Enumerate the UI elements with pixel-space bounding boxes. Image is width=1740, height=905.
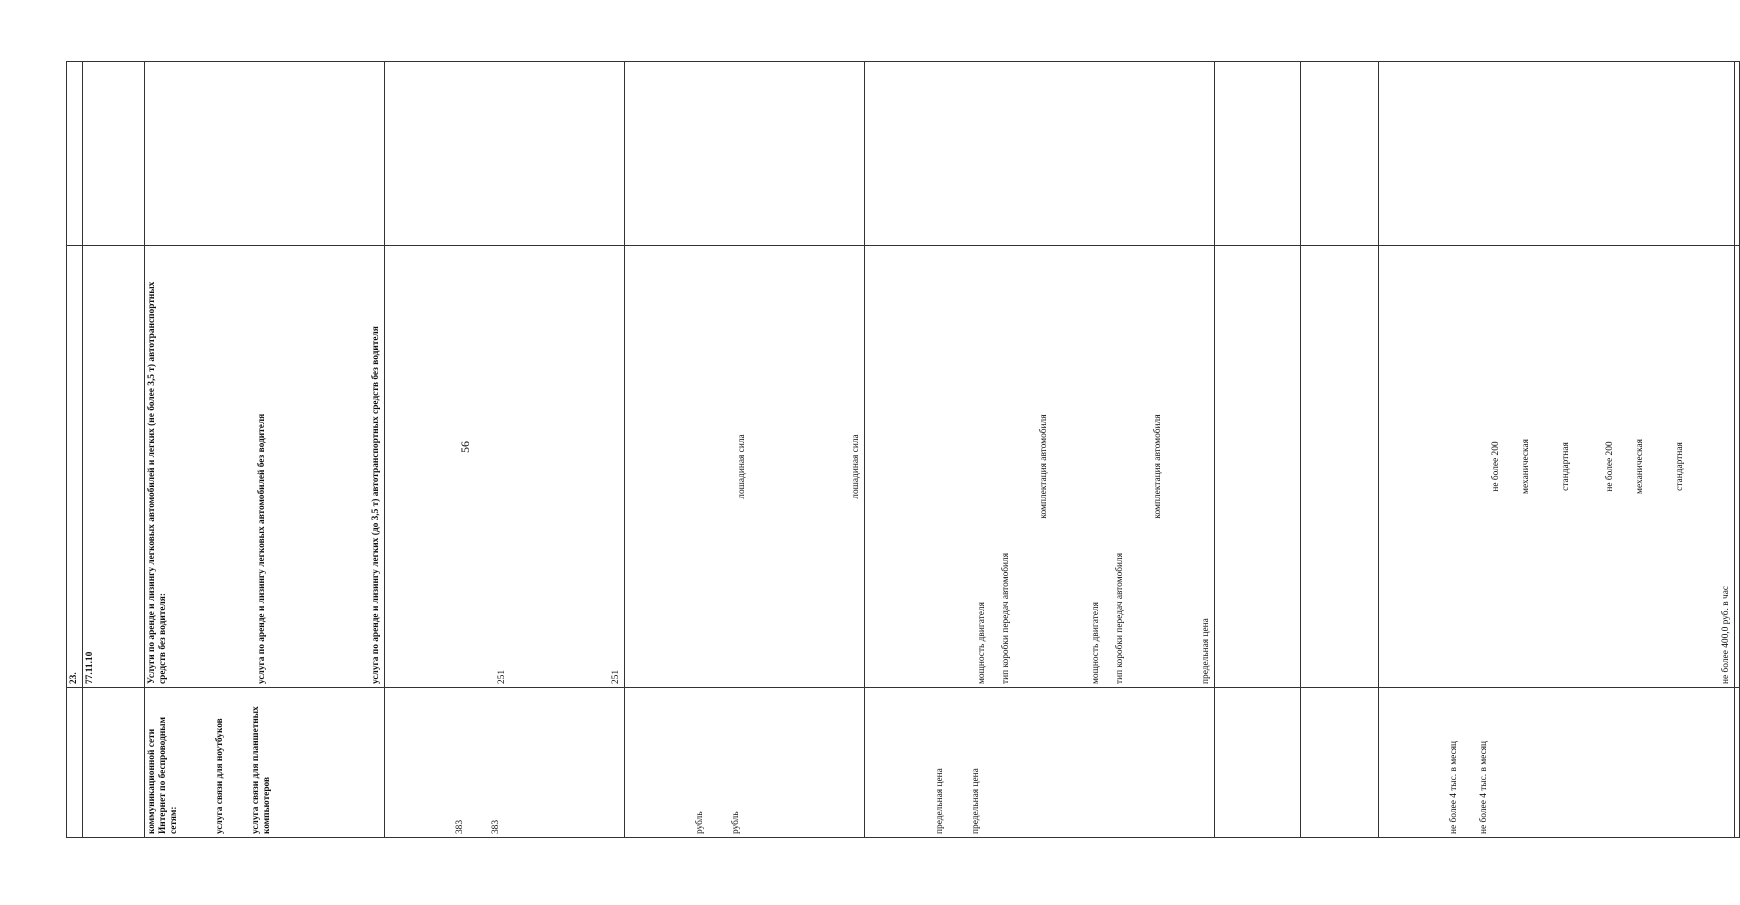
cell-row1-v1 — [1215, 688, 1301, 838]
okei-segment: 383 — [491, 819, 501, 834]
unit-segment: рубль — [731, 811, 741, 834]
name-segment: услуга по аренде и лизингу легковых автомобилей без водителя — [257, 413, 267, 684]
cell-row2-num-extra — [67, 62, 83, 246]
value-segment: механическая — [1521, 439, 1531, 494]
char-segment — [867, 249, 977, 684]
unit-segment: лошадиная сила — [851, 434, 861, 499]
cell-row1-code — [83, 688, 145, 838]
cell-row2-unit — [625, 246, 865, 688]
cell-row1-name — [145, 688, 385, 838]
cell-row2-name-extra — [145, 62, 385, 246]
okei-segment — [387, 691, 455, 834]
cell-row2-v2-extra — [1301, 62, 1379, 246]
unit-segment — [627, 249, 737, 684]
char-segment: комплектация автомобиля — [1153, 414, 1163, 519]
value-segment: не более 4 тыс. в месяц — [1479, 740, 1489, 834]
okei-segment: 383 — [455, 819, 465, 834]
value-segment: не более 200 — [1491, 441, 1501, 492]
cell-row2-v2 — [1301, 246, 1379, 688]
cell-row2-char-extra — [865, 62, 1215, 246]
value-segment: не более 200 — [1605, 441, 1615, 492]
value-segment: стандартная — [1675, 442, 1685, 491]
name-segment: Услуги по аренде и лизингу легковых автомобилей и легких (не более 3,5 т) автотранспортных средств без водителя: — [147, 281, 168, 684]
value-segment: не более 4 тыс. в месяц — [1449, 740, 1459, 834]
cell-row2-name — [145, 246, 385, 688]
char-segment: тип коробки передач автомобиля — [1115, 552, 1125, 684]
char-segment: мощность двигателя — [1091, 602, 1101, 684]
cell-row1-unit — [625, 688, 865, 838]
name-segment: услуга по аренде и лизингу легких (до 3,5 т) автотранспортных средств без водителя — [371, 326, 381, 684]
cell-row2-okei-extra — [385, 62, 625, 246]
okei-segment: 251 — [497, 669, 507, 684]
cell-row1-v3 — [1379, 688, 1735, 838]
char-segment — [867, 691, 935, 834]
rotated-table — [66, 62, 1731, 838]
okei-segment: 251 — [611, 669, 621, 684]
cell-row2-v3-extra — [1379, 62, 1735, 246]
okei-segment — [387, 249, 497, 684]
name-segment: услуга связи для планшетных компьютеров — [251, 706, 272, 834]
cell-row2-unit-extra — [625, 62, 865, 246]
cell-row2-v3 — [1379, 246, 1735, 688]
char-segment: предельная цена — [935, 768, 945, 834]
cell-row1-num — [67, 688, 83, 838]
value-segment — [1381, 691, 1449, 834]
cell-row2-num: 23. — [67, 246, 83, 688]
cell-row2-code: 77.11.10 — [83, 246, 145, 688]
value-segment: не более 400,0 руб. в час — [1721, 585, 1731, 684]
page-number: 56 — [458, 441, 472, 453]
cell-row2-v4 — [1735, 246, 1740, 688]
cell-row1-char — [865, 688, 1215, 838]
char-segment: мощность двигателя — [977, 602, 987, 684]
requirements-table — [66, 61, 1740, 838]
value-segment: механическая — [1635, 439, 1645, 494]
name-segment: услуга связи для ноутбуков — [215, 718, 225, 834]
value-segment: стандартная — [1561, 442, 1571, 491]
cell-row1-okei — [385, 688, 625, 838]
cell-row2-v1 — [1215, 246, 1301, 688]
cell-row2-char — [865, 246, 1215, 688]
char-segment: комплектация автомобиля — [1039, 414, 1049, 519]
cell-row2-v1-extra — [1215, 62, 1301, 246]
unit-segment — [627, 691, 695, 834]
cell-row1-v2 — [1301, 688, 1379, 838]
name-segment: коммуникационной сети Интернет по беспроводным сетям: — [147, 717, 179, 834]
unit-segment: рубль — [695, 811, 705, 834]
value-segment — [1381, 249, 1491, 684]
char-segment: тип коробки передач автомобиля — [1001, 552, 1011, 684]
cell-row2-okei — [385, 246, 625, 688]
cell-row2-v4-extra — [1735, 62, 1740, 246]
cell-row1-v4 — [1735, 688, 1740, 838]
char-segment: предельная цена — [1201, 618, 1211, 684]
cell-row2-code-extra — [83, 62, 145, 246]
char-segment: предельная цена — [971, 768, 981, 834]
unit-segment: лошадиная сила — [737, 434, 747, 499]
